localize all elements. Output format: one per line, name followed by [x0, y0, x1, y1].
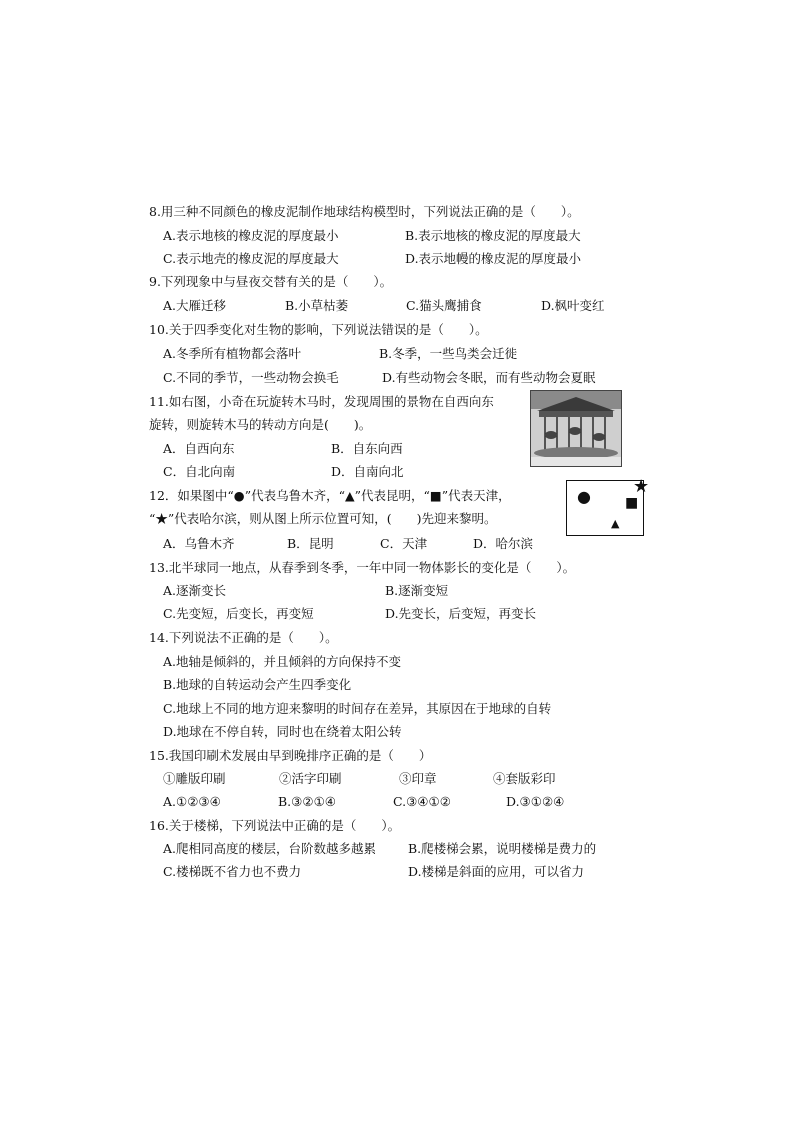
q8-option-b: B.表示地核的橡皮泥的厚度最大	[405, 228, 581, 243]
position-map	[566, 476, 650, 536]
q15-option-a: A.①②③④	[163, 794, 221, 809]
q16-stem: 16.关于楼梯，下列说法中正确的是（ ）。	[149, 818, 401, 833]
q15-option-c: C.③④①②	[393, 794, 451, 809]
q10-option-a: A.冬季所有植物都会落叶	[163, 346, 302, 361]
q16-option-b: B.爬楼梯会累，说明楼梯是费力的	[408, 841, 597, 856]
q9-option-d: D.枫叶变红	[541, 298, 605, 313]
q12-option-d: D．哈尔滨	[473, 536, 534, 551]
q11-stem-line2: 旋转，则旋转木马的转动方向是( )。	[149, 417, 372, 432]
q12-stem-line2: “★”代表哈尔滨，则从图上所示位置可知，( )先迎来黎明。	[149, 511, 497, 526]
carousel-photo	[530, 390, 622, 467]
q11-stem-line1: 11.如右图，小奇在玩旋转木马时，发现周围的景物在自西向东	[149, 394, 494, 409]
q15-option-b: B.③②①④	[278, 794, 336, 809]
q11-option-d: D．自南向北	[331, 464, 404, 479]
q13-stem: 13.北半球同一地点，从春季到冬季，一年中同一物体影长的变化是（ ）。	[149, 560, 576, 575]
q8-stem: 8.用三种不同颜色的橡皮泥制作地球结构模型时，下列说法正确的是（ ）。	[149, 204, 580, 219]
harbin-star-marker: ★	[633, 476, 650, 497]
q12-stem-line1: 12．如果图中“●”代表乌鲁木齐，“▲”代表昆明，“■”代表天津，	[149, 488, 511, 503]
q9-option-c: C.猫头鹰捕食	[406, 298, 482, 313]
q11-option-c: C．自北向南	[163, 464, 236, 479]
kunming-triangle-marker: ▲	[611, 517, 620, 530]
q9-stem: 9.下列现象中与昼夜交替有关的是（ ）。	[149, 274, 393, 289]
q10-stem: 10.关于四季变化对生物的影响，下列说法错误的是（ ）。	[149, 322, 488, 337]
q14-option-a: A.地轴是倾斜的，并且倾斜的方向保持不变	[163, 654, 402, 669]
q14-option-c: C.地球上不同的地方迎来黎明的时间存在差异，其原因在于地球的自转	[163, 701, 552, 716]
q10-option-b: B.冬季，一些鸟类会迁徙	[379, 346, 518, 361]
q12-option-a: A．乌鲁木齐	[163, 536, 235, 551]
q16-option-d: D.楼梯是斜面的应用，可以省力	[408, 864, 585, 879]
q15-stem: 15.我国印刷术发展由早到晚排序正确的是（ ）	[149, 748, 432, 763]
q12-option-c: C．天津	[380, 536, 428, 551]
q13-option-a: A.逐渐变长	[163, 583, 227, 598]
tianjin-square-marker: ■	[625, 495, 639, 511]
q8-option-c: C.表示地壳的橡皮泥的厚度最大	[163, 251, 339, 266]
q11-option-b: B．自东向西	[331, 441, 403, 456]
urumqi-circle-marker: ●	[577, 487, 591, 506]
q8-option-a: A.表示地核的橡皮泥的厚度最小	[163, 228, 339, 243]
q13-option-b: B.逐渐变短	[385, 583, 449, 598]
q15-item-2: ②活字印刷	[279, 771, 342, 786]
q14-stem: 14.下列说法不正确的是（ ）。	[149, 630, 338, 645]
q10-option-c: C.不同的季节，一些动物会换毛	[163, 370, 339, 385]
q11-option-a: A．自西向东	[163, 441, 235, 456]
q15-item-3: ③印章	[399, 771, 437, 786]
q8-option-d: D.表示地幔的橡皮泥的厚度最小	[405, 251, 582, 266]
q14-option-d: D.地球在不停自转，同时也在绕着太阳公转	[163, 724, 402, 739]
q13-option-d: D.先变长，后变短，再变长	[385, 606, 537, 621]
q14-option-b: B.地球的自转运动会产生四季变化	[163, 677, 352, 692]
q15-item-4: ④套版彩印	[493, 771, 556, 786]
q15-item-1: ①雕版印刷	[163, 771, 226, 786]
q15-option-d: D.③①②④	[506, 794, 565, 809]
q12-option-b: B．昆明	[287, 536, 334, 551]
q10-option-d: D.有些动物会冬眠，而有些动物会夏眠	[382, 370, 596, 385]
q9-option-a: A.大雁迁移	[163, 298, 227, 313]
q13-option-c: C.先变短，后变长，再变短	[163, 606, 314, 621]
q9-option-b: B.小草枯萎	[285, 298, 349, 313]
q16-option-a: A.爬相同高度的楼层，台阶数越多越累	[163, 841, 377, 856]
q16-option-c: C.楼梯既不省力也不费力	[163, 864, 302, 879]
